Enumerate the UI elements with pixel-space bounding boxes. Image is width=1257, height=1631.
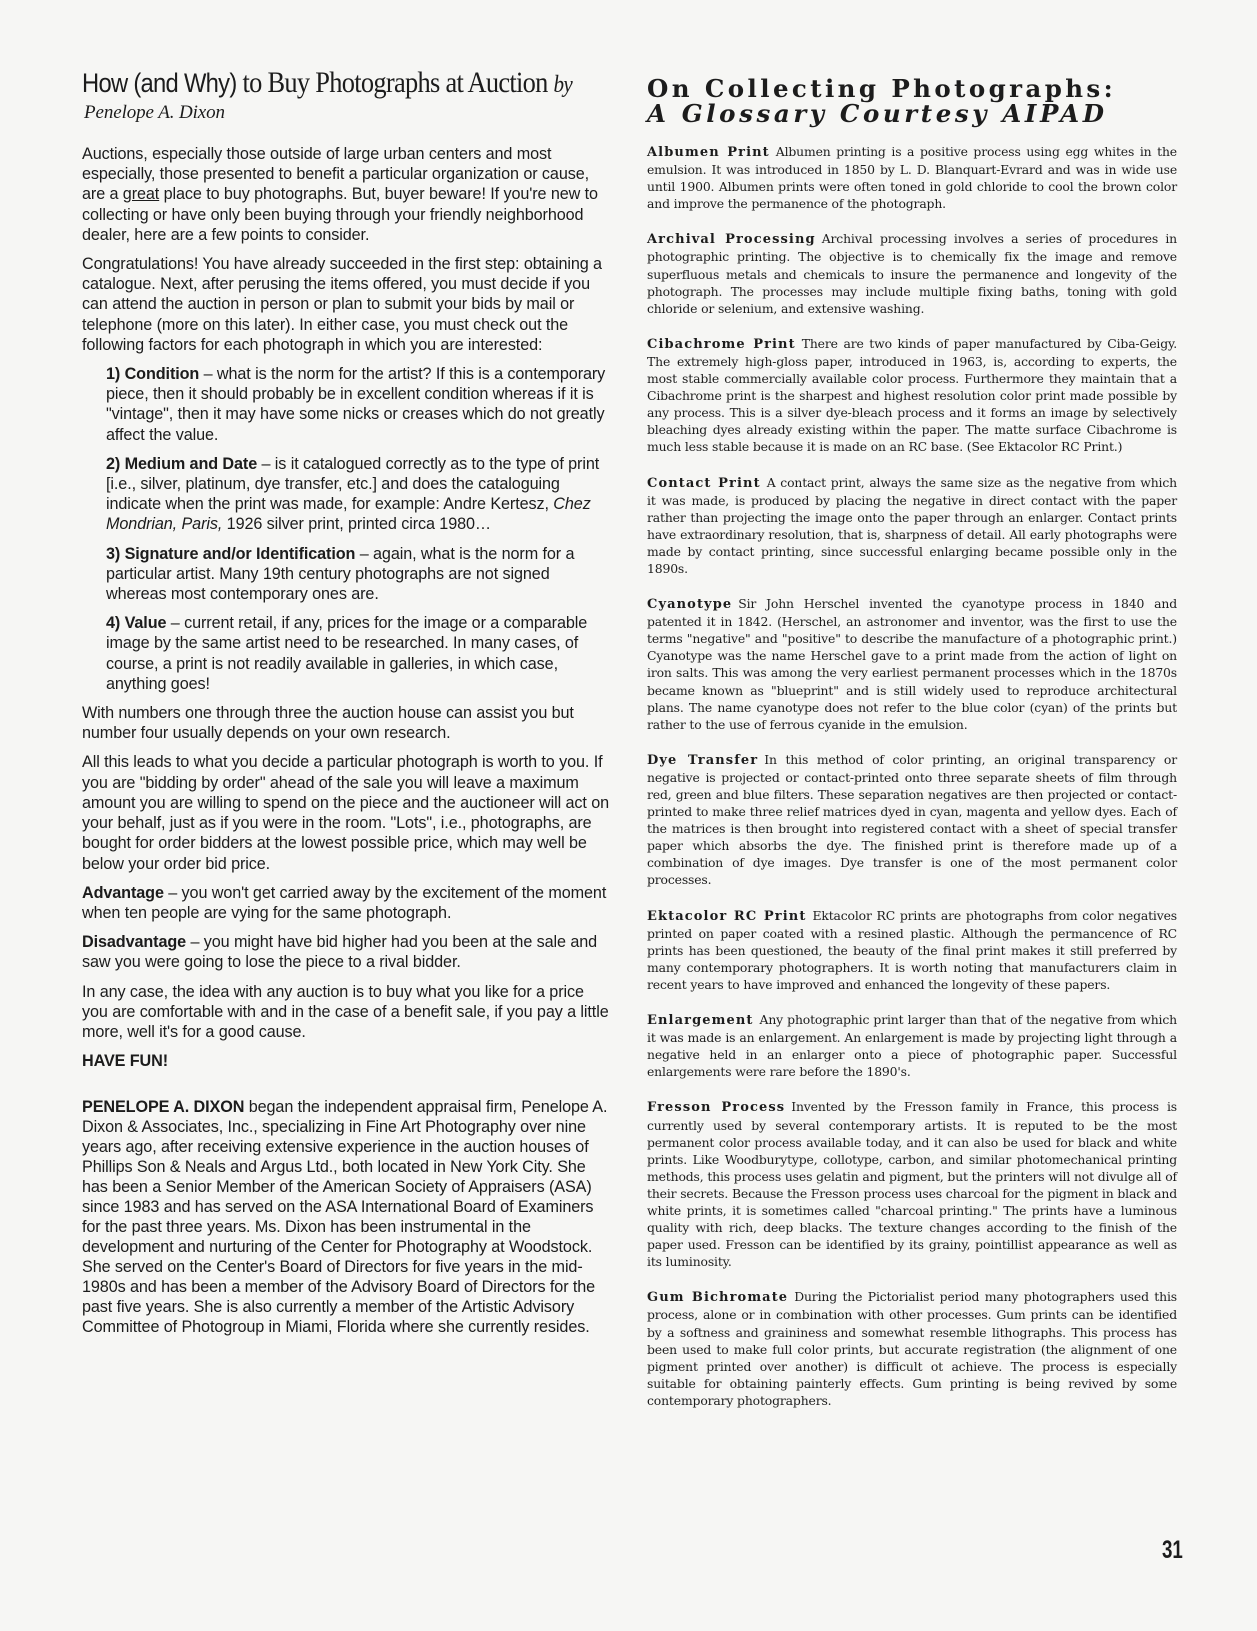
- glossary-entry: [647, 335, 1177, 456]
- glossary-definition: Albumen printing is a positive process using egg whites in the emulsion. It was introduced in 1850 by L. D. Blanquart-Evrard and was in wide use until 1900. Albumen prints were often toned in gold chloride to cool the brown color and improve the permanence of the photograph.: [647, 144, 1177, 212]
- factor-medium-date: [82, 454, 612, 535]
- factor-medium-date-tail: 1926 silver print, printed circa 1980…: [222, 515, 491, 534]
- article-column: [82, 68, 612, 1346]
- glossary-title-line2: A Glossary Courtesy AIPAD: [647, 99, 1108, 128]
- paragraph-auction-house: With numbers one through three the auction house can assist you but number four usually depends on your own research.: [82, 704, 574, 743]
- article-title-part-b: to Buy Photographs at Auction: [236, 66, 554, 99]
- factor-signature-label: 3) Signature and/or Identification: [106, 544, 356, 563]
- glossary-term: Ektacolor RC Print: [647, 908, 807, 924]
- glossary-term: Dye Transfer: [647, 752, 759, 768]
- glossary-entry: [647, 230, 1177, 316]
- glossary-entry: [647, 751, 1177, 889]
- factor-value-text: – current retail, if any, prices for the image or a comparable image by the same artist need to be researched. In many cases, of course, a print is not readily available in galleries, in which case, anything goes!: [106, 614, 588, 693]
- author-bio-text: began the independent appraisal firm, Penelope A. Dixon & Associates, Inc., specializing in Fine Art Photography over nine years ago, after receiving extensive experience in the auction houses of Phillips Son & Neals and Argus Ltd., both located in New York City. She has been a Senior Member of the American Society of Appraisers (ASA) since 1983 and has served on the ASA International Board of Examiners for the past three years. Ms. Dixon has been instrumental in the development and nurturing of the Center for Photography at Woodstock. She served on the Center's Board of Directors for five years in the mid-1980s and has been a member of the Advisory Board of Directors for the past five years. She is also currently a member of the Artistic Advisory Committee of Photogroup in Miami, Florida where she currently resides.: [82, 1098, 608, 1337]
- author-bio: [82, 1097, 612, 1337]
- glossary-definition: Ektacolor RC prints are photographs from color negatives printed on paper coated with a resined plastic. Although the permancence of RC prints has been questioned, the beauty of the final print makes it still preferred by many contemporary photographers. It is worth noting that manufacturers claim in recent years to have improved and enhanced the longevity of these papers.: [647, 907, 1177, 992]
- advantage-label: Advantage: [82, 883, 164, 902]
- factor-value: [82, 613, 612, 694]
- paragraph-conclusion: In any case, the idea with any auction is to buy what you like for a price you are comfortable with and in the case of a benefit sale, if you pay a little more, well it's for a good cause.: [82, 982, 609, 1041]
- factor-signature-text: – again, what is the norm for a particular artist. Many 19th century photographs are not signed whereas most contemporary ones are.: [106, 544, 575, 604]
- have-fun-heading: HAVE FUN!: [82, 1052, 169, 1071]
- glossary-term: Archival Processing: [647, 232, 816, 248]
- glossary-entry: [647, 1098, 1177, 1270]
- glossary-term: Contact Print: [647, 475, 761, 491]
- factor-condition-text: – what is the norm for the artist? If this is a contemporary piece, then it should probably be in excellent condition whereas if it is "vintage", then it may have some nicks or creases which do not greatly affect the value.: [106, 365, 606, 444]
- factor-medium-date-label: 2) Medium and Date: [106, 454, 258, 473]
- glossary-definition: A contact print, always the same size as the negative from which it was made, is produced by placing the negative in direct contact with the paper rather than projecting the image onto the paper through an enlarger. Contact prints have extraordinary resolution, that is, sharpness of detail. All early photographs were made by contact printing, since successful enlarging became possible only in the 1890s.: [647, 474, 1177, 576]
- glossary-definition: During the Pictorialist period many photographers used this process, alone or in combination with other processes. Gum prints can be identified by a softness and graininess and somewhat resemble lithographs. This process has been used to make full color prints, but accurate registration (the alignment of one pigment printed over another) is difficult ot achieve. The process is especially suitable for obtaining painterly effects. Gum printing is being revived by some contemporary photographers.: [647, 1289, 1177, 1408]
- glossary-definition: Sir John Herschel invented the cyanotype process in 1840 and patented it in 1842. (Herschel, an astronomer and inventor, was the first to use the terms "negative" and "positive" to describe the manufacture of a photographic print.) Cyanotype was the name Herschel gave to a print made from the action of light on iron salts. This was among the very earliest permanent processes which in the 1870s became known as "blueprint" and is still widely used to reproduce architectural plans. The name cyanotype does not refer to the blue color (cyan) of the prints but rather to the use of ferrous cyanide in the emulsion.: [647, 596, 1177, 732]
- glossary-definition: In this method of color printing, an original transparency or negative is projected or contact-printed onto three separate sheets of film through red, green and blue filters. These separation negatives are then projected or contact-printed to make three relief matrices dyed in cyan, magenta and yellow dyes. Each of the matrices is then brought into registered contact with a sheet of special transfer paper which absorbs the dye. The finished print is therefore made up of a combination of dye images. Dye transfer is one of the most permanent color processes.: [647, 751, 1178, 888]
- article-title: [82, 66, 573, 100]
- advantage-text: – you won't get carried away by the excitement of the moment when ten people are vying for the same photograph.: [82, 883, 607, 922]
- page-number: 31: [1162, 1536, 1183, 1564]
- factor-condition: [82, 364, 612, 445]
- glossary-column: [647, 76, 1177, 1427]
- glossary-definition: Invented by the Fresson family in France, this process is currently used by several contemporary artists. It is reputed to be the most permanent color process available today, and it can also be used for black and white prints. Like Woodburytype, collotype, carbon, and similar photomechanical printing methods, this process uses gelatin and pigment, but the printers will not divulge all of their secrets. Because the Fresson process uses charcoal for the pigment in black and white prints, it is sometimes called "charcoal printing." The prints have a luminous quality with rich, deep blacks. The texture changes according to the finish of the paper used. Fresson can be identified by its grainy, pointillist appearance as well as its luminosity.: [647, 1099, 1177, 1270]
- glossary-title-line1: On Collecting Photographs:: [647, 74, 1117, 103]
- paragraph-intro: [82, 144, 612, 245]
- glossary-definition: Archival processing involves a series of procedures in photographic printing. The objective is to chemically fix the image and remove superfluous metals and chemicals to insure the permanence and longevity of the photograph. The processes may include multiple fixing baths, toning with gold chloride or selenium, and extensive washing.: [647, 231, 1177, 316]
- glossary-term: Cyanotype: [647, 597, 733, 613]
- glossary-term: Cibachrome Print: [647, 336, 796, 352]
- article-author: Penelope A. Dixon: [84, 102, 225, 123]
- glossary-term: Enlargement: [647, 1013, 754, 1029]
- paragraph-intro-text: Auctions, especially those outside of large urban centers and most especially, those presented to benefit a particular organization or cause, are a: [82, 145, 590, 204]
- glossary-entry: [647, 474, 1177, 578]
- glossary-entry: [647, 595, 1177, 733]
- glossary-term: Gum Bichromate: [647, 1290, 789, 1306]
- glossary-definition: Any photographic print larger than that of the negative from which it was made is an enlargement. An enlargement is made by projecting light through a negative held in an enlarger onto a piece of photographic paper. Successful enlargements were rare before the 1890's.: [647, 1012, 1177, 1080]
- disadvantage-text: – you might have bid higher had you been at the sale and saw you were going to lose the piece to a rival bidder.: [82, 933, 598, 972]
- glossary-entry: [647, 907, 1177, 993]
- paragraph-catalogue: Congratulations! You have already succeeded in the first step: obtaining a catalogue. Next, after perusing the items offered, you must decide if you can attend the auction in person or plan to submit your bids by mail or telephone (more on this later). In either case, you must check out the following factors for each photograph in which you are interested:: [82, 255, 602, 354]
- glossary-definition: There are two kinds of paper manufactured by Ciba-Geigy. The extremely high-gloss paper, introduced in 1963, is, according to experts, the most stable commercially available color process. Furthermore they maintain that a Cibachrome print is the sharpest and highest resolution color print made possible by any process. This is a silver dye-bleach process and it forms an image by selectively bleaching dyes already existing within the paper. The matte surface Cibachrome is much less stable because it is made on an RC base. (See Ektacolor RC Print.): [647, 335, 1177, 455]
- factor-condition-label: 1) Condition: [106, 365, 200, 384]
- glossary-entry: [647, 143, 1177, 212]
- glossary-entry: [647, 1011, 1177, 1080]
- glossary-term: Fresson Process: [647, 1100, 786, 1116]
- factor-value-label: 4) Value: [106, 614, 167, 633]
- paragraph-intro-underlined: great: [122, 185, 160, 204]
- factor-medium-date-italic: Chez Mondrian, Paris,: [106, 495, 591, 534]
- author-bio-name: PENELOPE A. DIXON: [82, 1098, 245, 1117]
- glossary-entry: [647, 1288, 1177, 1409]
- paragraph-advantage: [82, 883, 612, 923]
- paragraph-bidding: All this leads to what you decide a particular photograph is worth to you. If you are "bidding by order" ahead of the sale you will leave a maximum amount you are willing to spend on the piece and the auctioneer will act on your behalf, just as if you were in the room. "Lots", i.e., photographs, are bought for order bidders at the lowest possible price, which may well be below your order bid price.: [82, 753, 610, 873]
- disadvantage-label: Disadvantage: [82, 933, 187, 952]
- paragraph-disadvantage: [82, 932, 612, 972]
- article-title-part-a: How (and Why): [82, 68, 237, 98]
- paragraph-intro-text-end: place to buy photographs. But, buyer beware! If you're new to collecting or have only been buying through your friendly neighborhood dealer, here are a few points to consider.: [82, 185, 598, 244]
- article-title-by: by: [553, 72, 573, 98]
- glossary-term: Albumen Print: [647, 145, 770, 160]
- factor-medium-date-text: – is it catalogued correctly as to the type of print [i.e., silver, platinum, dye transfer, etc.] and does the cataloguing indicate when the print was made, for example: Andre Kertesz,: [106, 454, 600, 514]
- factor-signature: [82, 544, 612, 605]
